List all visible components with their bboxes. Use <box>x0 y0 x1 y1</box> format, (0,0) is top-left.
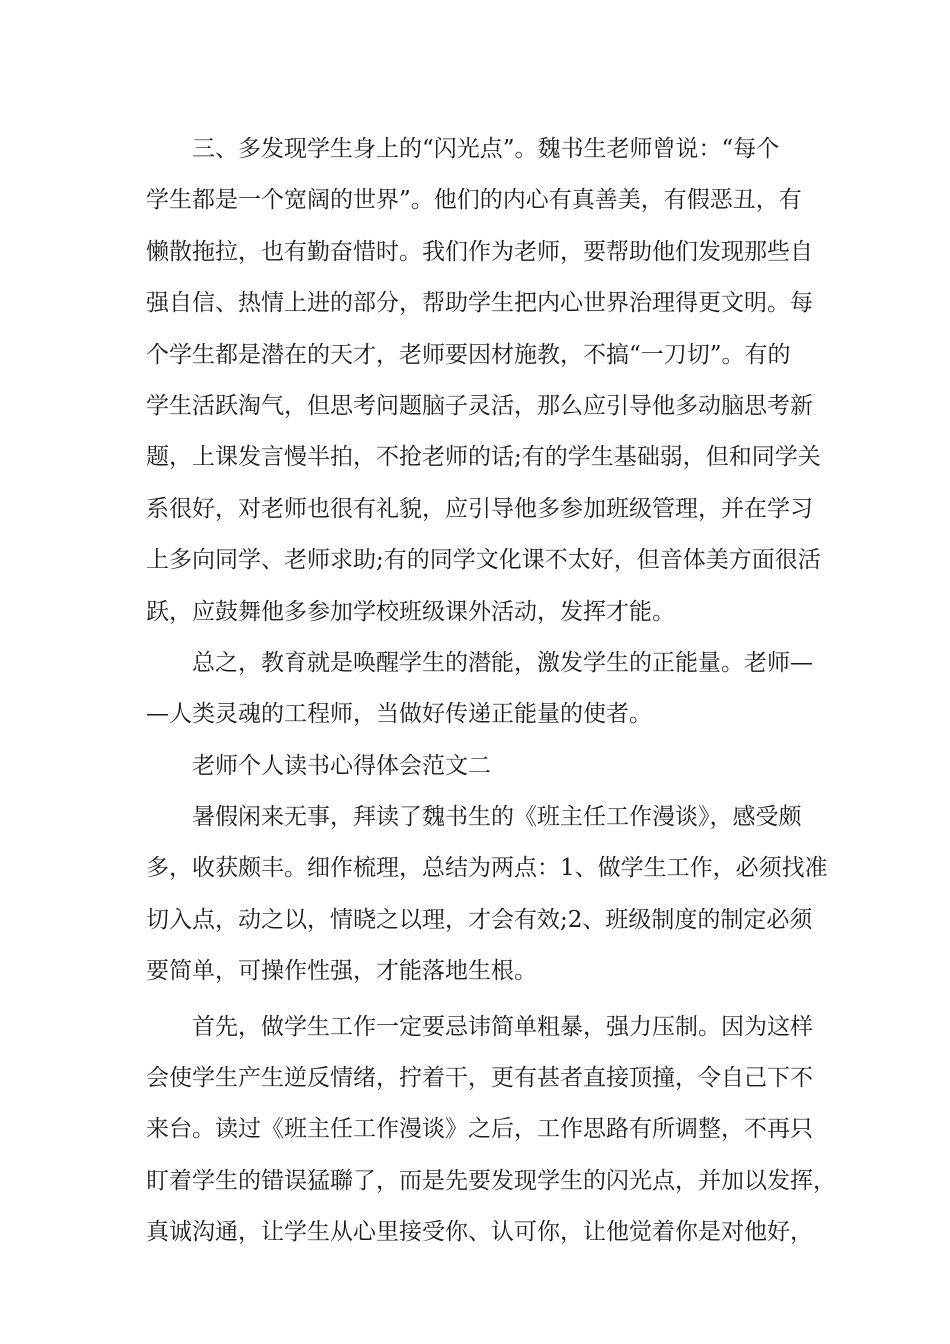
text-line: 个学生都是潜在的天才，老师要因材施教，不搞“一刀切”。有的 <box>146 341 791 368</box>
section-heading <box>146 741 836 792</box>
text-line: 学生活跃淘气，但思考问题脑子灵活，那么应引导他多动脑思考新 <box>146 392 813 419</box>
document-body <box>146 124 836 1259</box>
text-line: 懒散拖拉，也有勤奋惜时。我们作为老师，要帮助他们发现那些自 <box>146 238 813 265</box>
text-line: 会使学生产生逆反情绪，拧着干，更有甚者直接顶撞，令自己下不 <box>146 1065 813 1092</box>
text-line: 来台。读过《班主任工作漫谈》之后，工作思路有所调整，不再只 <box>146 1116 813 1143</box>
text-line: 系很好，对老师也很有礼貌，应引导他多参加班级管理，并在学习 <box>146 495 813 522</box>
text-line: 跃，应鼓舞他多参加学校班级课外活动，发挥才能。 <box>146 598 675 625</box>
text-line: 切入点，动之以，情晓之以理，才会有效;2、班级制度的制定必须 <box>146 906 813 933</box>
text-line: 总之，教育就是唤醒学生的潜能，激发学生的正能量。老师— <box>192 649 813 676</box>
paragraph-summer-reading <box>146 792 836 998</box>
text-line: 暑假闲来无事，拜读了魏书生的《班主任工作漫谈》，感受颇 <box>192 804 802 831</box>
text-line: 首先，做学生工作一定要忌讳简单粗暴，强力压制。因为这样 <box>192 1013 813 1040</box>
text-line: 题，上课发言慢半拍，不抢老师的话;有的学生基础弱，但和同学关 <box>146 444 821 471</box>
text-line: 盯着学生的错误猛聯了，而是先要发现学生的闪光点，并加以发挥， <box>146 1167 836 1194</box>
text-line: 上多向同学、老师求助;有的同学文化课不太好，但音体美方面很活 <box>146 547 821 574</box>
paragraph-conclusion <box>146 638 836 741</box>
text-line: 真诚沟通，让学生从心里接受你、认可你，让他觉着你是对他好， <box>146 1219 813 1246</box>
text-line: 要简单，可操作性强，才能落地生根。 <box>146 958 537 985</box>
text-line: 多，收获颇丰。细作梳理，总结为两点：1、做学生工作，必须找准 <box>146 855 828 882</box>
text-line: 强自信、热情上进的部分，帮助学生把内心世界治理得更文明。每 <box>146 290 813 317</box>
heading-text: 老师个人读书心得体会范文二 <box>192 752 491 779</box>
text-line: 学生都是一个宽阔的世界”。他们的内心有真善美，有假恶丑，有 <box>146 187 802 214</box>
paragraph-shining-points <box>146 124 836 638</box>
text-line: 三、多发现学生身上的“闪光点”。魏书生老师曾说：“每个 <box>192 136 780 162</box>
text-line: —人类灵魂的工程师，当做好传递正能量的使者。 <box>146 701 652 728</box>
paragraph-first-point <box>146 1002 836 1259</box>
